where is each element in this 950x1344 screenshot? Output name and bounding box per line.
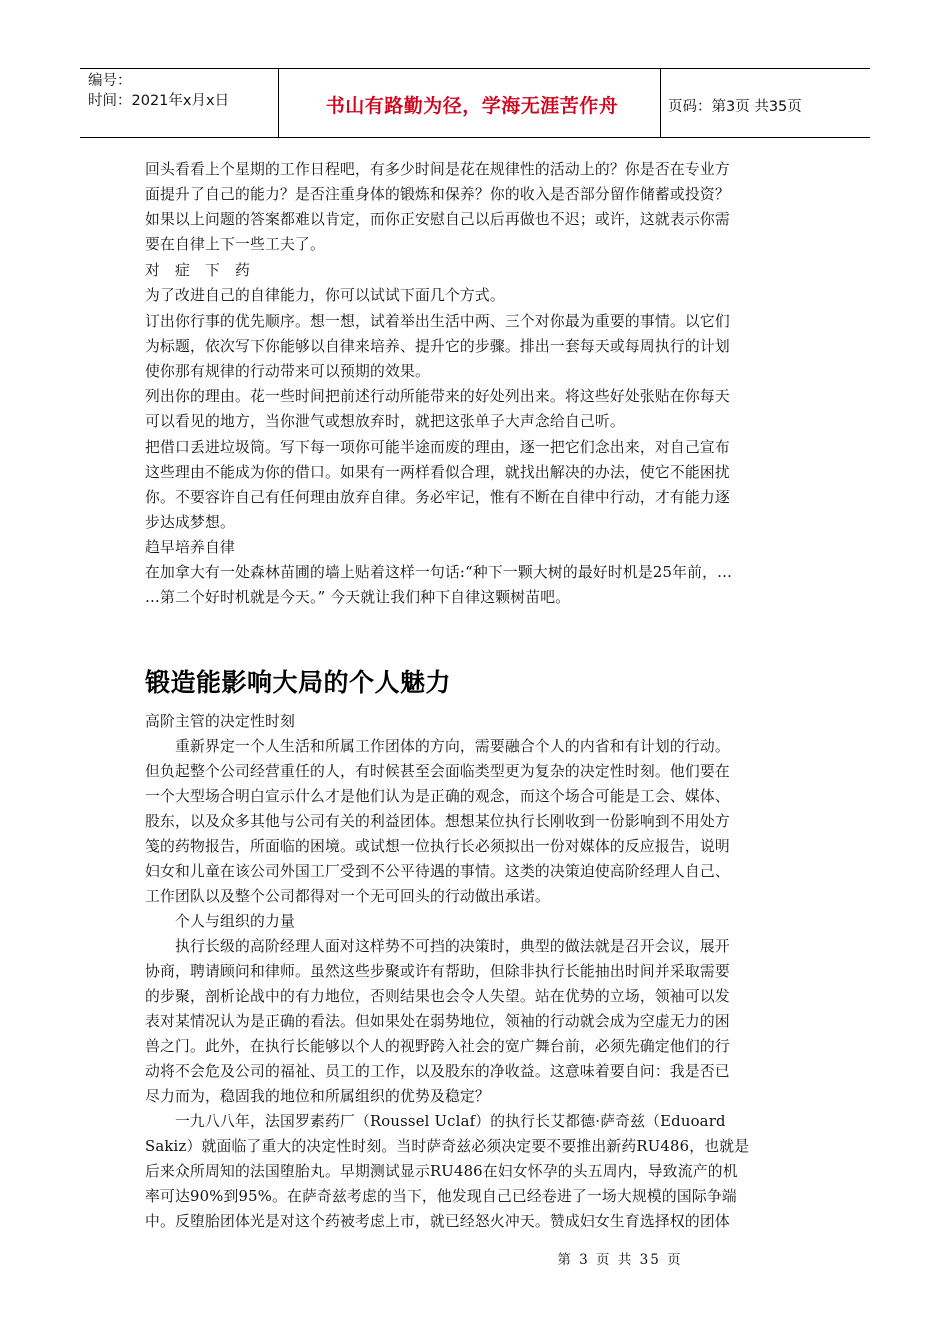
body-line: 列出你的理由。花一些时间把前述行动所能带来的好处列出来。将这些好处张贴在你每天 [145, 388, 730, 405]
number-label: 编号： [88, 73, 132, 89]
body-line: 一个大型场合明白宣示什么才是他们认为是正确的观念，而这个场合可能是工会、媒体、 [145, 788, 730, 805]
body-line: 执行长级的高阶经理人面对这样势不可挡的决策时，典型的做法就是召开会议，展开 [145, 938, 730, 955]
body-line: 兽之门。此外，在执行长能够以个人的视野跨入社会的宽广舞台前，必须先确定他们的行 [145, 1038, 730, 1055]
body-line: 工作团队以及整个公司都得对一个无可回头的行动做出承诺。 [145, 888, 550, 905]
page-footer: 第 3 页 共 35 页 [557, 1252, 683, 1268]
body-line: 订出你行事的优先顺序。想一想，试着举出生活中两、三个对你最为重要的事情。以它们 [145, 313, 730, 330]
header-page-label: 页码：第3页 共35页 [668, 99, 802, 115]
body-line: 这些理由不能成为你的借口。如果有一两样看似合理，就找出解决的办法，使它不能困扰 [145, 464, 730, 481]
body-line: 动将不会危及公司的福祉、员工的工作，以及股东的净收益。这意味着要自问：我是否已 [145, 1063, 730, 1080]
body-line: 把借口丢进垃圾筒。写下每一项你可能半途而废的理由，逐一把它们念出来，对自己宣布 [145, 439, 730, 456]
body-line: 一九八八年，法国罗素药厂（Roussel Uclaf）的执行长艾都德·萨奇兹（Eduoard [145, 1113, 726, 1130]
body-line: 但负起整个公司经营重任的人，有时候甚至会面临类型更为复杂的决定性时刻。他们要在 [145, 763, 730, 780]
body-line: 你。不要容许自己有任何理由放弃自律。务必牢记，惟有不断在自律中行动，才有能力逐 [145, 489, 730, 506]
body-line: 后来众所周知的法国堕胎丸。早期测试显示RU486在妇女怀孕的头五周内，导致流产的机 [145, 1163, 738, 1180]
body-line: 如果以上问题的答案都难以肯定，而你正安慰自己以后再做也不迟；或许，这就表示你需 [145, 211, 730, 228]
header-motto: 书山有路勤为径，学海无涯苦作舟 [325, 95, 619, 117]
subheading: 趋早培养自律 [145, 539, 235, 556]
body-line: 可以看见的地方，当你泄气或想放弃时，就把这张单子大声念给自己听。 [145, 413, 625, 430]
header-meta [88, 71, 229, 111]
body-line: 股东，以及众多其他与公司有关的利益团体。想想某位执行长刚收到一份影响到不用处方 [145, 813, 730, 830]
body-line: 面提升了自己的能力？是否注重身体的锻炼和保养？你的收入是否部分留作储蓄或投资？ [145, 186, 730, 203]
body-line: 使你那有规律的行动带来可以预期的效果。 [145, 363, 430, 380]
body-line: 中。反堕胎团体光是对这个药被考虑上市，就已经怒火冲天。赞成妇女生育选择权的团体 [145, 1213, 730, 1230]
subheading: 个人与组织的力量 [145, 913, 295, 930]
body-line: 尽力而为，稳固我的地位和所属组织的优势及稳定？ [145, 1088, 490, 1105]
body-line: 妇女和儿童在该公司外国工厂受到不公平待遇的事情。这类的决策迫使高阶经理人自己、 [145, 863, 730, 880]
body-line: …第二个好时机就是今天。” 今天就让我们种下自律这颗树苗吧。 [145, 589, 571, 606]
body-line: Sakiz）就面临了重大的决定性时刻。当时萨奇兹必须决定要不要推出新药RU486，也就是 [145, 1138, 750, 1155]
header-divider [278, 69, 279, 137]
body-line: 的步聚，剖析论战中的有力地位，否则结果也会令人失望。站在优势的立场，领袖可以发 [145, 988, 730, 1005]
section-title: 锻造能影响大局的个人魅力 [145, 668, 452, 697]
body-line: 步达成梦想。 [145, 514, 235, 531]
body-line: 回头看看上个星期的工作日程吧，有多少时间是花在规律性的活动上的？你是否在专业方 [145, 161, 730, 178]
body-line: 表对某情况认为是正确的看法。但如果处在弱势地位，领袖的行动就会成为空虚无力的困 [145, 1013, 730, 1030]
body-line: 为标题，依次写下你能够以自律来培养、提升它的步骤。排出一套每天或每周执行的计划 [145, 338, 730, 355]
body-line: 为了改进自己的自律能力，你可以试试下面几个方式。 [145, 287, 505, 304]
body-line: 笺的药物报告，所面临的困境。或试想一位执行长必须拟出一份对媒体的反应报告，说明 [145, 838, 730, 855]
subheading: 高阶主管的决定性时刻 [145, 713, 295, 730]
document-header [80, 68, 870, 138]
subheading: 对 症 下 药 [145, 262, 250, 279]
body-line: 率可达90%到95%。在萨奇兹考虑的当下，他发现自己已经卷进了一场大规模的国际争端 [145, 1188, 737, 1205]
body-line: 重新界定一个人生活和所属工作团体的方向，需要融合个人的内省和有计划的行动。 [145, 738, 730, 755]
body-line: 协商，聘请顾问和律师。虽然这些步聚或许有帮助，但除非执行长能抽出时间并采取需要 [145, 963, 730, 980]
body-line: 在加拿大有一处森林苗圃的墙上贴着这样一句话:“种下一颗大树的最好时机是25年前，… [145, 564, 733, 581]
time-label: 时间：2021年x月x日 [88, 93, 230, 109]
body-line: 要在自律上下一些工夫了。 [145, 236, 325, 253]
